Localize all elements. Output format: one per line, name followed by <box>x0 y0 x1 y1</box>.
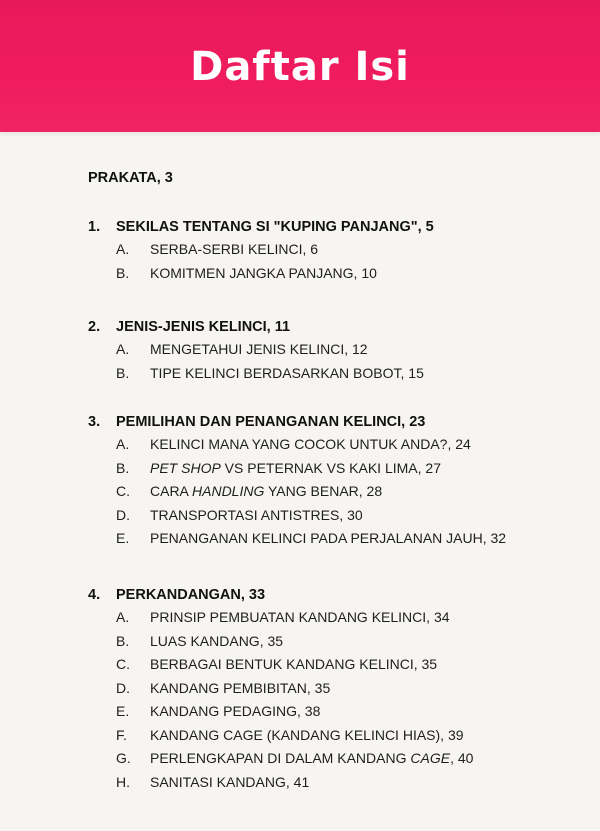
item-text-italic: HANDLING <box>192 483 265 499</box>
list-item <box>88 362 568 386</box>
item-text-italic: PET SHOP <box>150 459 221 476</box>
chapter-2 <box>88 316 568 385</box>
chapter-3 <box>88 411 568 551</box>
list-item <box>88 480 568 504</box>
item-letter: F. <box>116 726 127 743</box>
item-letter: A. <box>116 436 130 452</box>
item-letter: B. <box>116 459 130 476</box>
chapter-title: PERKANDANGAN, 33 <box>116 587 266 603</box>
list-item <box>88 504 568 528</box>
list-item <box>88 653 568 677</box>
chapter-number: 1. <box>88 219 101 235</box>
list-item <box>88 677 568 701</box>
item-letter: A. <box>116 241 130 257</box>
chapter-number: 3. <box>88 414 101 430</box>
page-title: Daftar Isi <box>190 44 410 90</box>
chapter-heading <box>88 584 568 606</box>
item-letter: A. <box>116 609 130 625</box>
list-item <box>88 457 568 481</box>
item-letter: D. <box>116 506 130 523</box>
list-item <box>88 747 568 771</box>
list-item <box>88 527 568 551</box>
item-text: KANDANG PEDAGING, 38 <box>150 703 321 719</box>
item-letter: E. <box>116 703 130 719</box>
item-text: PENANGANAN KELINCI PADA PERJALANAN JAUH, 32 <box>150 530 507 546</box>
chapter-4 <box>88 584 568 794</box>
chapter-heading <box>88 316 568 338</box>
item-text: KOMITMEN JANGKA PANJANG, 10 <box>150 264 377 281</box>
chapter-heading <box>88 411 568 433</box>
item-text-pre: CARA <box>150 483 193 499</box>
item-text: KANDANG PEMBIBITAN, 35 <box>150 679 331 696</box>
item-text: TRANSPORTASI ANTISTRES, 30 <box>150 506 363 523</box>
item-letter: B. <box>116 632 130 649</box>
chapter-1 <box>88 216 568 285</box>
list-item <box>88 630 568 654</box>
item-text: KANDANG CAGE (KANDANG KELINCI HIAS), 39 <box>150 726 464 743</box>
chapter-heading <box>88 216 568 238</box>
header-banner <box>0 0 600 132</box>
list-item <box>88 338 568 362</box>
item-text: SANITASI KANDANG, 41 <box>150 773 310 790</box>
item-text: YANG BENAR, 28 <box>264 483 383 499</box>
item-letter: E. <box>116 530 130 546</box>
item-text: TIPE KELINCI BERDASARKAN BOBOT, 15 <box>150 364 424 381</box>
item-letter: G. <box>116 750 131 766</box>
item-text: BERBAGAI BENTUK KANDANG KELINCI, 35 <box>150 656 438 672</box>
item-text-italic: CAGE <box>410 750 451 766</box>
item-text: PRINSIP PEMBUATAN KANDANG KELINCI, 34 <box>150 609 450 625</box>
preface-entry: PRAKATA, 3 <box>88 170 173 186</box>
item-text: KELINCI MANA YANG COCOK UNTUK ANDA?, 24 <box>150 436 471 452</box>
list-item <box>88 606 568 630</box>
item-text: VS PETERNAK VS KAKI LIMA, 27 <box>220 459 441 476</box>
item-text: SERBA-SERBI KELINCI, 6 <box>150 241 319 257</box>
chapter-title: PEMILIHAN DAN PENANGANAN KELINCI, 23 <box>116 414 426 430</box>
item-letter: B. <box>116 264 130 281</box>
item-text: MENGETAHUI JENIS KELINCI, 12 <box>150 341 368 357</box>
chapter-number: 4. <box>88 587 101 603</box>
list-item <box>88 433 568 457</box>
list-item <box>88 724 568 748</box>
list-item <box>88 262 568 286</box>
item-letter: D. <box>116 679 130 696</box>
item-text: , 40 <box>450 750 474 766</box>
chapter-title: JENIS-JENIS KELINCI, 11 <box>116 319 291 335</box>
item-letter: C. <box>116 656 130 672</box>
chapter-number: 2. <box>88 319 101 335</box>
item-letter: B. <box>116 364 130 381</box>
item-text: LUAS KANDANG, 35 <box>150 632 284 649</box>
item-letter: A. <box>116 341 130 357</box>
list-item <box>88 700 568 724</box>
chapter-title: SEKILAS TENTANG SI "KUPING PANJANG", 5 <box>116 219 434 235</box>
item-letter: H. <box>116 773 130 790</box>
list-item <box>88 238 568 262</box>
item-text-pre: PERLENGKAPAN DI DALAM KANDANG <box>150 750 411 766</box>
list-item <box>88 771 568 795</box>
item-letter: C. <box>116 483 130 499</box>
